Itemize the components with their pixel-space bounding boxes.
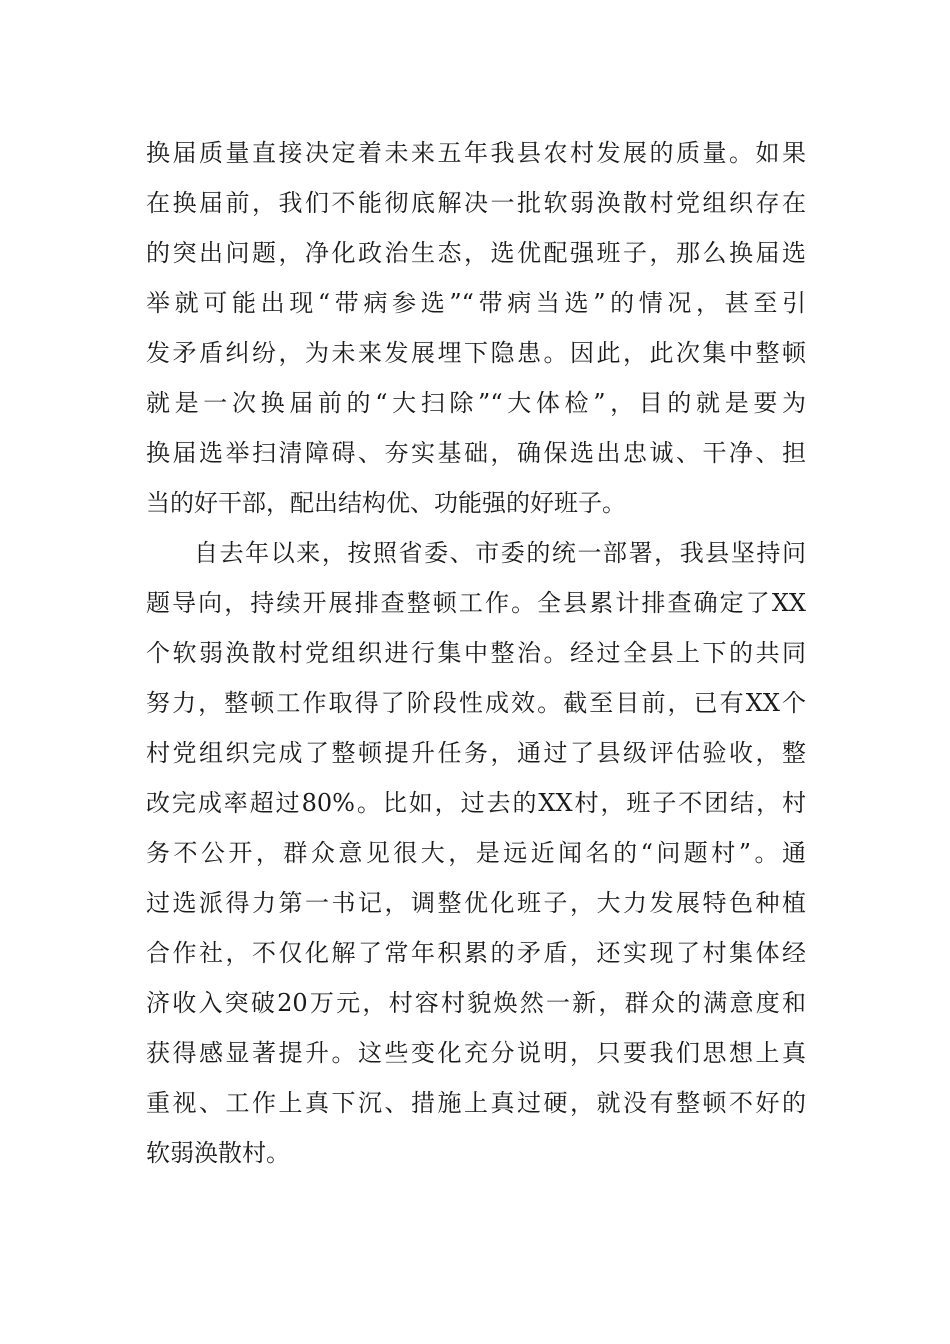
paragraph-line: 换届质量直接决定着未来五年我县农村发展的质量。如果	[146, 139, 806, 167]
paragraph-line: 村党组织完成了整顿提升任务，通过了县级评估验收，整	[146, 739, 806, 767]
paragraph-line: 过选派得力第一书记，调整优化班子，大力发展特色种植	[146, 889, 806, 917]
paragraph-line: 获得感显著提升。这些变化充分说明，只要我们思想上真	[146, 1039, 806, 1067]
paragraph-line: 自去年以来，按照省委、市委的统一部署，我县坚持问	[194, 539, 806, 567]
paragraph-line: 题导向，持续开展排查整顿工作。全县累计排查确定了XX	[146, 589, 806, 617]
paragraph-line: 当的好干部，配出结构优、功能强的好班子。	[146, 489, 626, 517]
paragraph-line: 重视、工作上真下沉、措施上真过硬，就没有整顿不好的	[146, 1089, 806, 1117]
paragraph-line: 举就可能出现“带病参选”“带病当选”的情况，甚至引	[146, 289, 806, 317]
paragraph-line: 发矛盾纠纷，为未来发展埋下隐患。因此，此次集中整顿	[146, 339, 806, 367]
paragraph-line: 个软弱涣散村党组织进行集中整治。经过全县上下的共同	[146, 639, 806, 667]
paragraph-line: 的突出问题，净化政治生态，选优配强班子，那么换届选	[146, 239, 806, 267]
paragraph-line: 改完成率超过80%。比如，过去的XX村，班子不团结，村	[146, 789, 806, 817]
paragraph-line: 务不公开，群众意见很大，是远近闻名的“问题村”。通	[146, 839, 806, 867]
paragraph-line: 软弱涣散村。	[146, 1139, 290, 1167]
paragraph-line: 努力，整顿工作取得了阶段性成效。截至目前，已有XX个	[146, 689, 806, 717]
paragraph-line: 在换届前，我们不能彻底解决一批软弱涣散村党组织存在	[146, 189, 806, 217]
paragraph-1	[146, 128, 806, 528]
paragraph-line: 济收入突破20万元，村容村貌焕然一新，群众的满意度和	[146, 989, 806, 1017]
paragraph-2	[146, 528, 806, 1178]
paragraph-line: 合作社，不仅化解了常年积累的矛盾，还实现了村集体经	[146, 939, 806, 967]
document-body	[146, 128, 806, 1178]
paragraph-line: 就是一次换届前的“大扫除”“大体检”，目的就是要为	[146, 389, 806, 417]
paragraph-line: 换届选举扫清障碍、夯实基础，确保选出忠诚、干净、担	[146, 439, 806, 467]
